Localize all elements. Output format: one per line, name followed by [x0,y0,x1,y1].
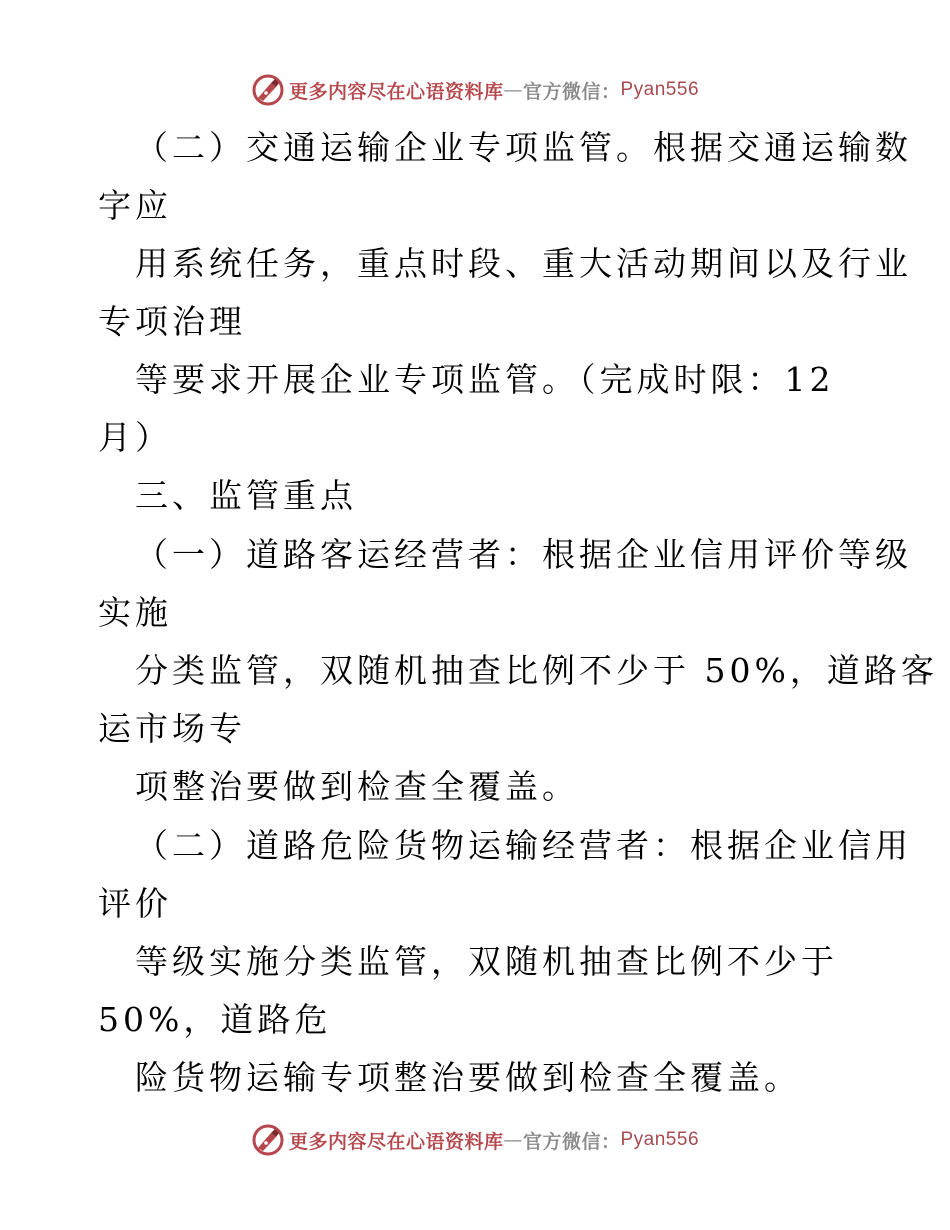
watermark-official-label: 官方微信： [522,1130,621,1153]
body-line: 险货物运输专项整治要做到检查全覆盖。 [135,1058,801,1097]
header-watermark [0,70,950,110]
body-line: 用系统任务，重点时段、重大活动期间以及行业 [135,244,912,283]
body-line: 专项治理 [98,302,246,341]
footer-watermark [0,1120,950,1160]
watermark-wechat-id: Pyan556 [620,1129,700,1150]
pen-nib-logo-icon [251,73,285,107]
body-line: 等级实施分类监管，双随机抽查比例不少于 [135,942,838,981]
watermark-text: 更多内容尽在心语资料库 [288,80,504,103]
watermark-text: 更多内容尽在心语资料库 [288,1130,504,1153]
watermark-dash: — [503,1129,523,1151]
body-line: 分类监管，双随机抽查比例不少于 50%，道路客 [135,651,938,690]
body-line: 50%，道路危 [98,1000,332,1039]
watermark-dash: — [503,79,523,101]
body-line: （二）交通运输企业专项监管。根据交通运输数 [135,128,912,167]
watermark-wechat-id: Pyan556 [620,79,700,100]
body-line: （一）道路客运经营者：根据企业信用评价等级 [135,535,912,574]
body-line: 实施 [98,593,172,632]
section-heading: 三、监管重点 [135,476,357,515]
pen-nib-logo-icon [251,1123,285,1157]
watermark-official-label: 官方微信： [522,80,621,103]
body-line: 字应 [98,186,172,225]
body-line: 月） [98,418,172,457]
body-line: 评价 [98,884,172,923]
body-line: 等要求开展企业专项监管。（完成时限：12 [135,360,835,399]
body-line: 项整治要做到检查全覆盖。 [135,767,579,806]
body-line: 运市场专 [98,709,246,748]
body-line: （二）道路危险货物运输经营者：根据企业信用 [135,826,912,865]
